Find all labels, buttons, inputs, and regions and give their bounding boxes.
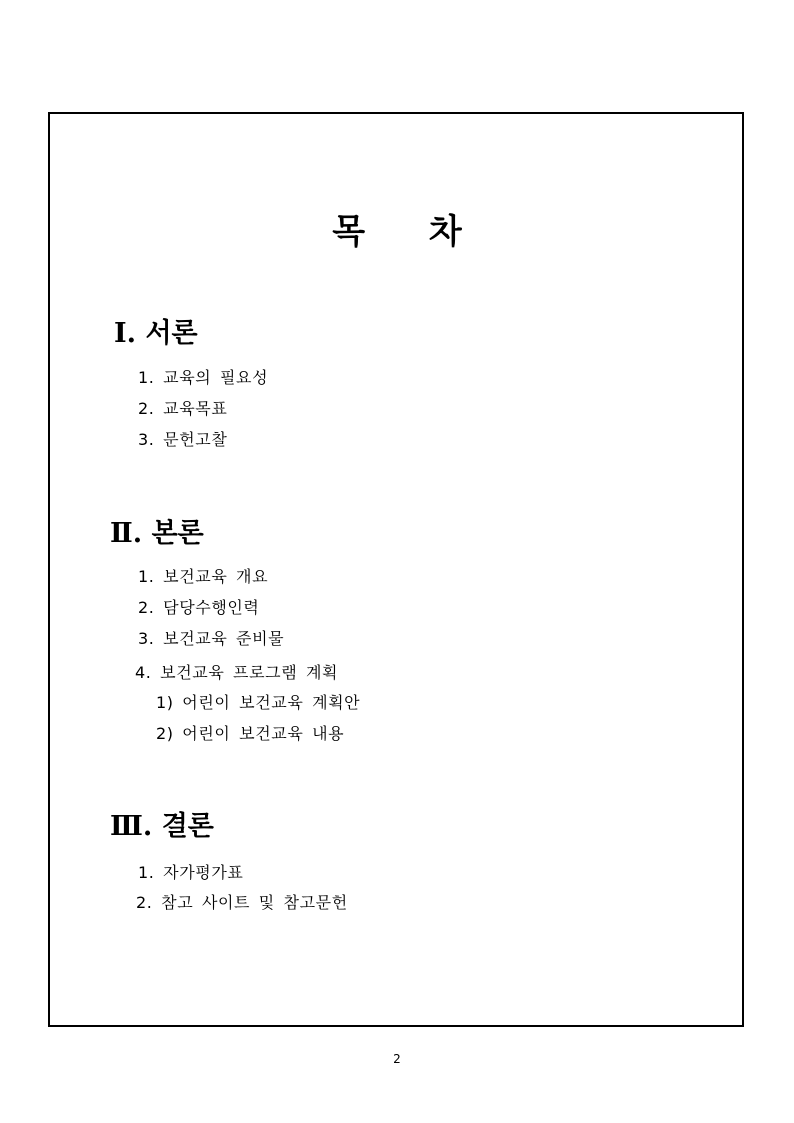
toc-item: 1. 보건교육 개요 xyxy=(138,567,269,586)
section-numeral: Ⅱ. xyxy=(110,518,143,549)
section-heading-introduction xyxy=(114,318,198,350)
section-name: 본론 xyxy=(151,518,204,549)
toc-item: 4. 보건교육 프로그램 계획 xyxy=(135,663,339,682)
toc-item: 3. 보건교육 준비물 xyxy=(138,629,285,648)
page-number: 2 xyxy=(393,1052,401,1066)
section-name: 서론 xyxy=(145,318,198,349)
toc-title xyxy=(0,210,794,254)
section-heading-conclusion xyxy=(110,811,214,843)
toc-item: 3. 문헌고찰 xyxy=(138,430,228,449)
section-name: 결론 xyxy=(161,811,214,842)
section-numeral: Ⅰ. xyxy=(114,318,137,349)
toc-title-text: 목 차 xyxy=(332,212,462,252)
toc-item: 1. 교육의 필요성 xyxy=(138,368,269,387)
toc-item: 2. 교육목표 xyxy=(138,399,228,418)
toc-item: 2. 담당수행인력 xyxy=(138,598,260,617)
toc-item: 1. 자가평가표 xyxy=(138,863,244,882)
section-numeral: Ⅲ. xyxy=(110,811,153,842)
section-heading-body xyxy=(110,518,204,550)
toc-subitem: 1) 어린이 보건교육 계획안 xyxy=(156,693,361,712)
toc-subitem: 2) 어린이 보건교육 내용 xyxy=(156,724,345,743)
toc-item: 2. 참고 사이트 및 참고문헌 xyxy=(136,893,348,912)
